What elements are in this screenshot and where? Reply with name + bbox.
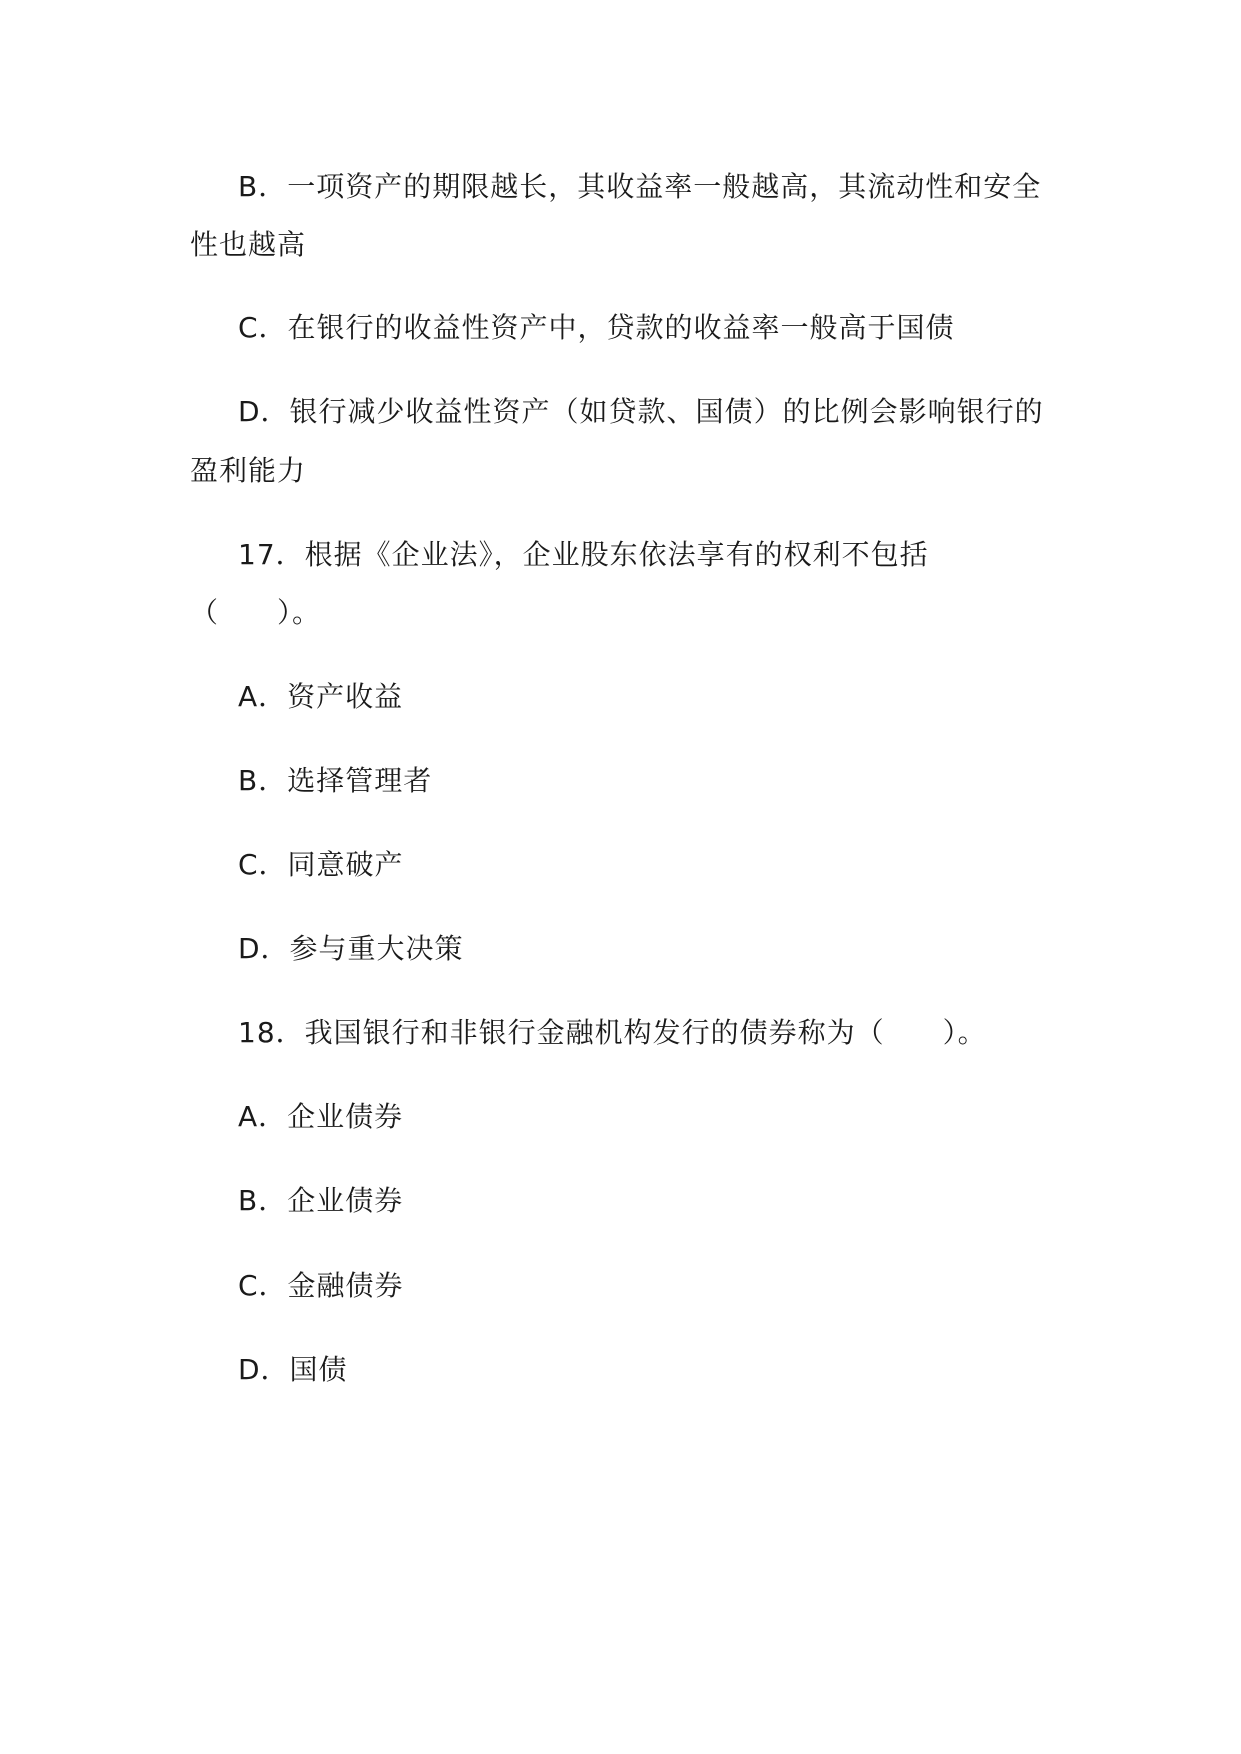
q16-option-c: C．在银行的收益性资产中，贷款的收益率一般高于国债: [238, 311, 955, 344]
q18-option-c: C．金融债券: [238, 1269, 404, 1302]
q17-option-c: C．同意破产: [238, 848, 404, 881]
q16-option-b-line2: 性也越高: [190, 228, 307, 261]
q18-stem: 18．我国银行和非银行金融机构发行的债券称为（ ）。: [238, 1016, 987, 1049]
q17-stem-line2: （ ）。: [190, 596, 322, 629]
q18-option-a: A．企业债券: [238, 1100, 404, 1133]
q16-option-b-line1: B．一项资产的期限越长，其收益率一般越高，其流动性和安全: [238, 170, 1042, 203]
q16-option-d-line2: 盈利能力: [190, 454, 307, 487]
q17-option-d: D．参与重大决策: [238, 932, 464, 965]
q16-option-d-line1: D．银行减少收益性资产（如贷款、国债）的比例会影响银行的: [238, 395, 1044, 428]
q17-option-a: A．资产收益: [238, 680, 404, 713]
q17-stem-line1: 17．根据《企业法》，企业股东依法享有的权利不包括: [238, 538, 929, 571]
q18-option-b: B．企业债券: [238, 1184, 404, 1217]
q17-option-b: B．选择管理者: [238, 764, 433, 797]
q18-option-d: D．国债: [238, 1353, 348, 1386]
